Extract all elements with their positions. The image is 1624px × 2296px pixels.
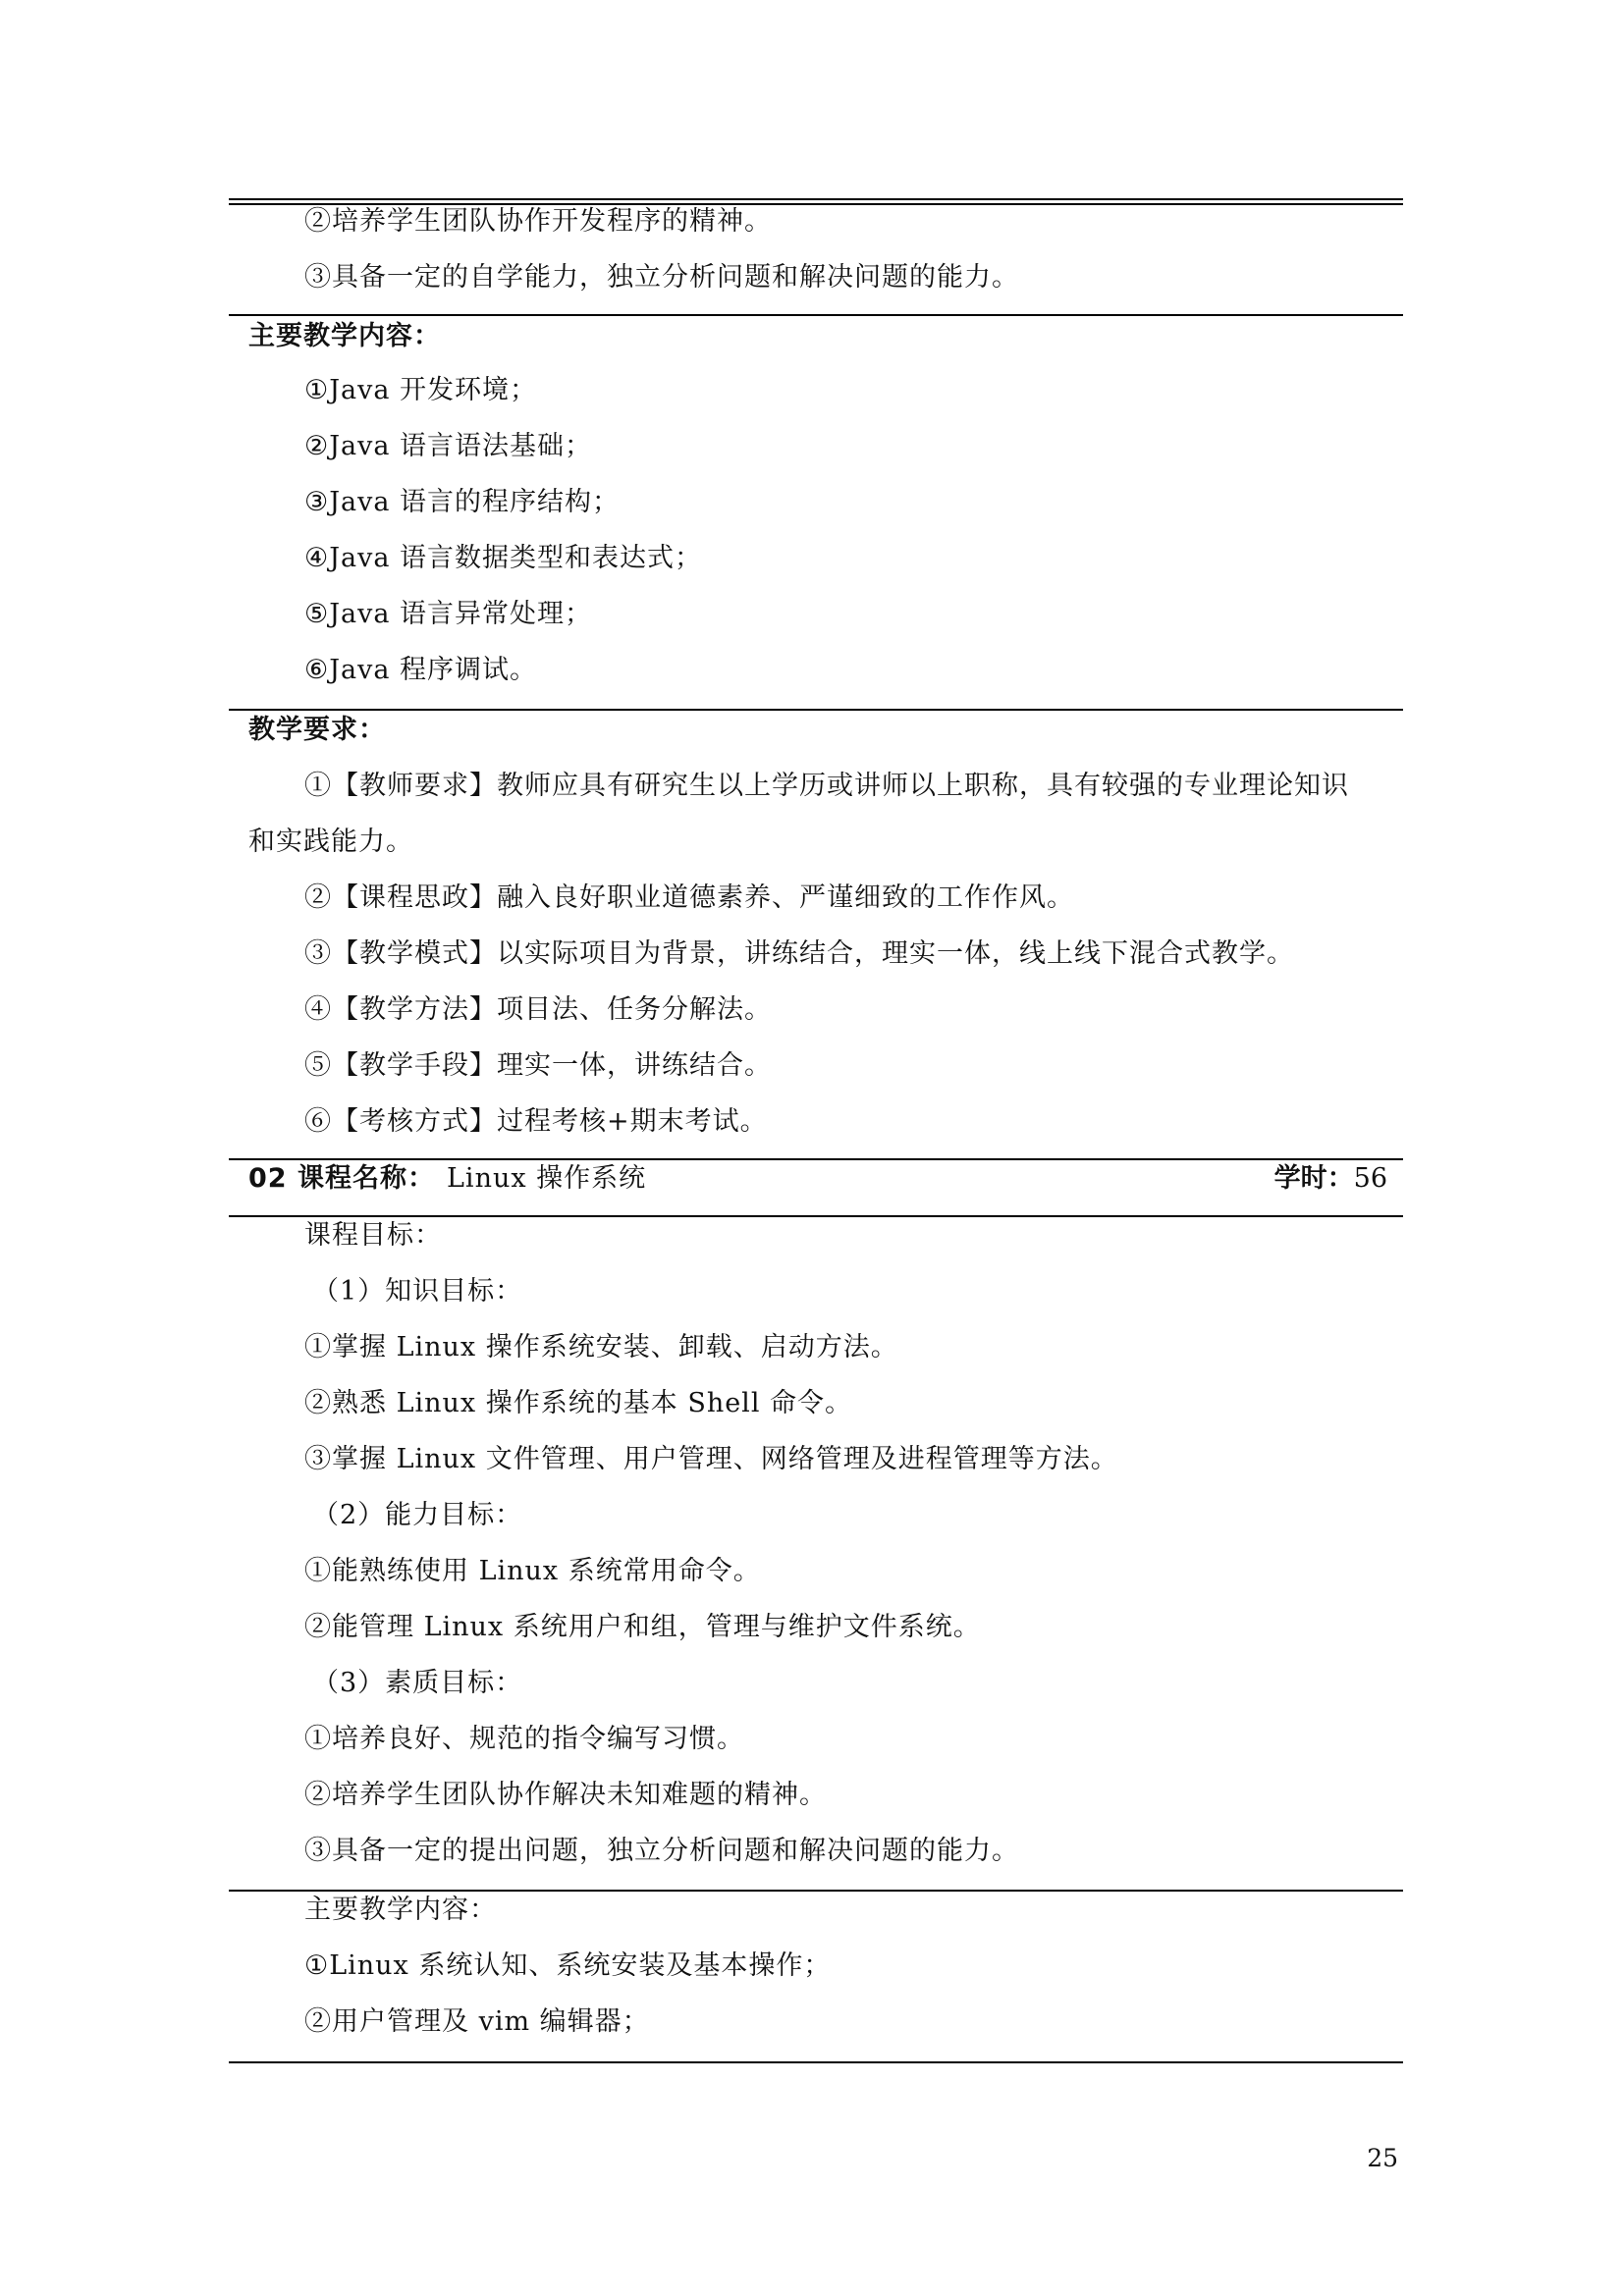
- course-label: 02 课程名称：: [248, 1163, 435, 1194]
- knowledge-item: ①掌握 Linux 操作系统安装、卸载、启动方法。: [304, 1332, 898, 1362]
- table-bottom-border: [229, 2061, 1403, 2063]
- content-item: ②Java 语言语法基础；: [304, 431, 593, 461]
- ability-item: ③具备一定的自学能力，独立分析问题和解决问题的能力。: [304, 262, 1019, 293]
- content-item: ②用户管理及 vim 编辑器；: [304, 2006, 650, 2037]
- quality-item: ③具备一定的提出问题，独立分析问题和解决问题的能力。: [304, 1836, 1019, 1866]
- ability-heading: （2）能力目标：: [312, 1500, 523, 1530]
- hours-value: 56: [1353, 1163, 1387, 1194]
- content-item: ⑤Java 语言异常处理；: [304, 599, 593, 629]
- ability-item: ①能熟练使用 Linux 系统常用命令。: [304, 1556, 761, 1586]
- ability-item: ②培养学生团队协作开发程序的精神。: [304, 206, 772, 237]
- page-number: 25: [1367, 2144, 1398, 2172]
- requirement-item: ①【教师要求】教师应具有研究生以上学历或讲师以上职称，具有较强的专业理论知识: [304, 771, 1349, 801]
- requirement-item: ⑤【教学手段】理实一体，讲练结合。: [304, 1050, 772, 1081]
- knowledge-item: ③掌握 Linux 文件管理、用户管理、网络管理及进程管理等方法。: [304, 1444, 1118, 1474]
- content-item: ④Java 语言数据类型和表达式；: [304, 543, 703, 573]
- requirement-item: ④【教学方法】项目法、任务分解法。: [304, 994, 772, 1025]
- course-name: Linux 操作系统: [447, 1163, 647, 1194]
- content-item: ①Linux 系统认知、系统安装及基本操作；: [304, 1950, 832, 1981]
- requirements-heading: 教学要求：: [248, 715, 386, 745]
- content-item: ③Java 语言的程序结构；: [304, 487, 621, 517]
- requirement-item-continuation: 和实践能力。: [248, 827, 413, 857]
- ability-item: ②能管理 Linux 系统用户和组，管理与维护文件系统。: [304, 1612, 981, 1642]
- hours-label: 学时：: [1273, 1163, 1354, 1194]
- row-divider: [229, 709, 1403, 711]
- content-heading: 主要教学内容：: [304, 1895, 497, 1925]
- requirement-item: ③【教学模式】以实际项目为背景，讲练结合，理实一体，线上线下混合式教学。: [304, 938, 1294, 969]
- content-item: ⑥Java 程序调试。: [304, 655, 538, 685]
- course-hours: [1274, 1159, 1387, 1199]
- row-divider: [229, 314, 1403, 316]
- requirement-item: ⑥【考核方式】过程考核+期末考试。: [304, 1106, 768, 1137]
- knowledge-item: ②熟悉 Linux 操作系统的基本 Shell 命令。: [304, 1388, 853, 1418]
- requirement-item: ②【课程思政】融入良好职业道德素养、严谨细致的工作作风。: [304, 882, 1074, 913]
- knowledge-heading: （1）知识目标：: [312, 1276, 523, 1307]
- quality-item: ②培养学生团队协作解决未知难题的精神。: [304, 1780, 827, 1810]
- content-item: ①Java 开发环境；: [304, 375, 538, 405]
- content-heading: 主要教学内容：: [248, 321, 441, 351]
- quality-item: ①培养良好、规范的指令编写习惯。: [304, 1724, 744, 1754]
- goals-heading: 课程目标：: [304, 1220, 442, 1251]
- quality-heading: （3）素质目标：: [312, 1668, 523, 1698]
